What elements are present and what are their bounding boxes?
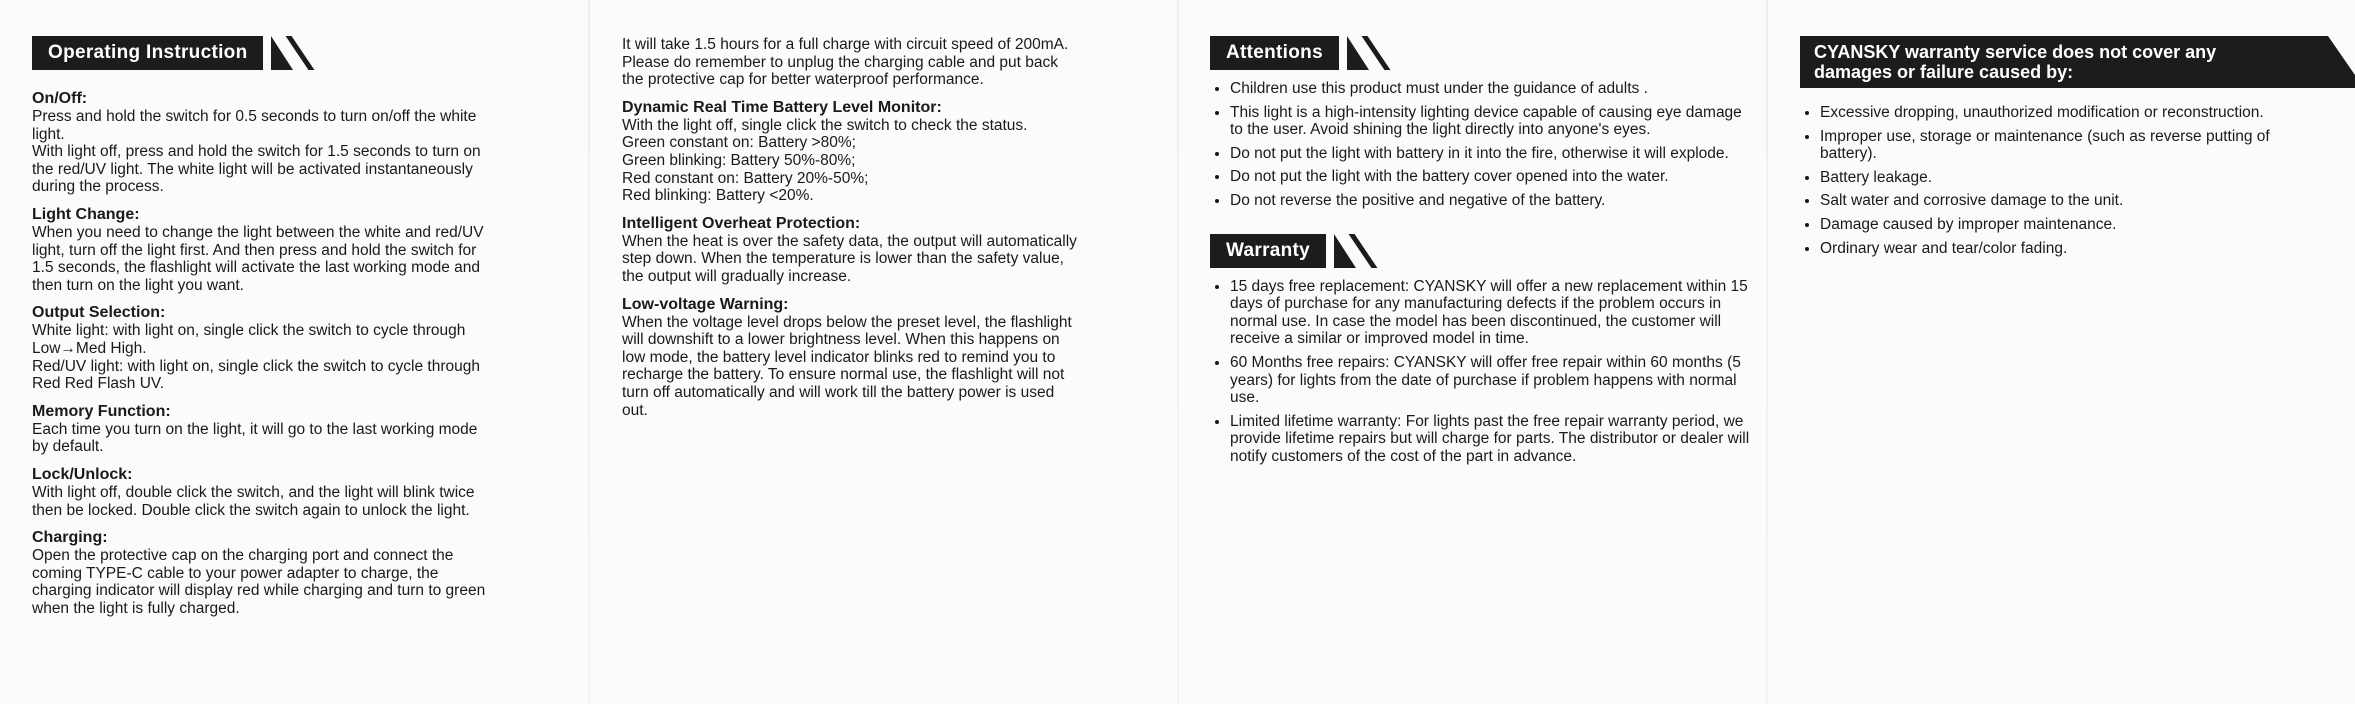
list-item: • This light is a high-intensity lighting device capable of causing eye damage to the user. Avoid shining the light directly into anyone's eyes. bbox=[1230, 104, 1750, 139]
body-line: coming TYPE-C cable to your power adapter to charge, the bbox=[32, 564, 439, 582]
list-item: • Children use this product must under the guidance of adults . bbox=[1230, 80, 1750, 98]
section-heading: Output Selection: bbox=[32, 304, 166, 322]
body-line: Red constant on: Battery 20%-50%; bbox=[622, 169, 869, 187]
body-line: With the light off, single click the switch to check the status. bbox=[622, 116, 1028, 134]
instruction-sections bbox=[32, 90, 572, 617]
warranty-header bbox=[1210, 234, 1326, 268]
list-item: • Do not put the light with battery in it into the fire, otherwise it will explode. bbox=[1230, 145, 1750, 163]
attentions-header bbox=[1210, 36, 1339, 70]
exclusions-title-line: damages or failure caused by: bbox=[1814, 62, 2074, 82]
body-line: by default. bbox=[32, 438, 104, 456]
body-line: low mode, the battery level indicator blinks red to remind you to bbox=[622, 348, 1056, 366]
body-line: during the process. bbox=[32, 178, 164, 196]
body-line: Red Red Flash UV. bbox=[32, 375, 165, 393]
body-line: will downshift to a lower brightness level. When this happens on bbox=[622, 331, 1060, 349]
body-line: the red/UV light. The white light will be activated instantaneously bbox=[32, 160, 473, 178]
list-item: • Damage caused by improper maintenance. bbox=[1820, 216, 2320, 234]
body-line: step down. When the temperature is lower than the safety value, bbox=[622, 250, 1064, 268]
body-line: When the voltage level drops below the preset level, the flashlight bbox=[622, 313, 1072, 331]
body-line: then turn on the light you want. bbox=[32, 276, 244, 294]
section-heading: Memory Function: bbox=[32, 402, 171, 420]
body-line: light, turn off the light first. And then press and hold the switch for bbox=[32, 241, 477, 259]
list-item: • Salt water and corrosive damage to the unit. bbox=[1820, 192, 2320, 210]
panel-fold bbox=[588, 0, 590, 704]
body-line: Green blinking: Battery 50%-80%; bbox=[622, 151, 856, 169]
list-item: • Do not put the light with the battery cover opened into the water. bbox=[1230, 168, 1750, 186]
exclusions-title-line: CYANSKY warranty service does not cover any bbox=[1814, 42, 2217, 62]
body-line: Please do remember to unplug the charging cable and put back bbox=[622, 53, 1059, 71]
charging-continued bbox=[622, 36, 1162, 89]
list-item: • Excessive dropping, unauthorized modification or reconstruction. bbox=[1820, 104, 2320, 122]
section-heading: On/Off: bbox=[32, 90, 88, 107]
section-heading: Low-voltage Warning: bbox=[622, 295, 789, 313]
body-line: the protective cap for better waterproof performance. bbox=[622, 71, 984, 89]
section-heading: Light Change: bbox=[32, 205, 140, 223]
body-line: Each time you turn on the light, it will go to the last working mode bbox=[32, 420, 478, 438]
list-item: • Battery leakage. bbox=[1820, 169, 2320, 187]
attentions-list bbox=[1210, 80, 1750, 210]
section-heading: Intelligent Overheat Protection: bbox=[622, 214, 861, 232]
body-line: Low→Med High. bbox=[32, 339, 147, 357]
body-line: Open the protective cap on the charging port and connect the bbox=[32, 547, 454, 565]
body-line: When you need to change the light between the white and red/UV bbox=[32, 223, 484, 241]
list-item: • Improper use, storage or maintenance (such as reverse putting of battery). bbox=[1820, 128, 2320, 163]
body-line: when the light is fully charged. bbox=[32, 599, 240, 617]
body-line: With light off, double click the switch, and the light will blink twice bbox=[32, 483, 475, 501]
list-item: • 15 days free replacement: CYANSKY will offer a new replacement within 15 days of purchase for any manufacturing defects if the problem occurs in normal use. In case the model has been discontinued, the customer will receive a similar or improved model in time. bbox=[1230, 278, 1750, 348]
body-line: turn off automatically and will work till the battery power is used bbox=[622, 383, 1055, 401]
body-line: With light off, press and hold the switch for 1.5 seconds to turn on bbox=[32, 143, 481, 161]
section-title: Warranty bbox=[1226, 239, 1311, 261]
body-line: out. bbox=[622, 401, 648, 419]
exclusions-list bbox=[1800, 104, 2320, 257]
body-line: light. bbox=[32, 125, 65, 143]
exclusions-panel bbox=[1800, 36, 2320, 263]
list-item: • 60 Months free repairs: CYANSKY will offer free repair within 60 months (5 years) for lights from the date of purchase if problem happens with normal use. bbox=[1230, 354, 1750, 407]
body-line: recharge the battery. To ensure normal use, the flashlight will not bbox=[622, 366, 1065, 384]
section-title: Operating Instruction bbox=[48, 42, 248, 63]
exclusions-header bbox=[1800, 36, 2328, 88]
body-line: Press and hold the switch for 0.5 seconds to turn on/off the white bbox=[32, 108, 477, 125]
section-heading: Lock/Unlock: bbox=[32, 465, 133, 483]
features-panel bbox=[622, 36, 1162, 419]
body-line: White light: with light on, single click the switch to cycle through bbox=[32, 322, 466, 340]
attentions-warranty-panel bbox=[1210, 36, 1750, 472]
list-item: • Limited lifetime warranty: For lights past the free repair warranty period, we provide lifetime repairs but will charge for parts. The distributor or dealer will notify customers of the cost of the part in advance. bbox=[1230, 413, 1750, 466]
list-item: • Ordinary wear and tear/color fading. bbox=[1820, 240, 2320, 258]
body-line: Green constant on: Battery >80%; bbox=[622, 134, 856, 152]
body-line: the output will gradually increase. bbox=[622, 267, 852, 285]
section-heading: Charging: bbox=[32, 529, 108, 547]
panel-fold bbox=[1177, 0, 1179, 704]
body-line: Red/UV light: with light on, single click the switch to cycle through bbox=[32, 357, 480, 375]
body-line: When the heat is over the safety data, the output will automatically bbox=[622, 232, 1077, 250]
feature-sections bbox=[622, 99, 1162, 419]
warranty-list bbox=[1210, 278, 1750, 466]
operating-instruction-panel bbox=[32, 36, 572, 617]
operating-instruction-header bbox=[32, 36, 263, 70]
body-line: 1.5 seconds, the flashlight will activate the last working mode and bbox=[32, 259, 481, 277]
section-title: Attentions bbox=[1226, 42, 1323, 63]
body-line: It will take 1.5 hours for a full charge with circuit speed of 200mA. bbox=[622, 36, 1069, 53]
list-item: • Do not reverse the positive and negative of the battery. bbox=[1230, 192, 1750, 210]
section-heading: Dynamic Real Time Battery Level Monitor: bbox=[622, 98, 942, 116]
body-line: Red blinking: Battery <20%. bbox=[622, 187, 814, 205]
body-line: charging indicator will display red while charging and turn to green bbox=[32, 582, 486, 600]
body-line: then be locked. Double click the switch again to unlock the light. bbox=[32, 501, 470, 519]
panel-fold bbox=[1766, 0, 1768, 704]
